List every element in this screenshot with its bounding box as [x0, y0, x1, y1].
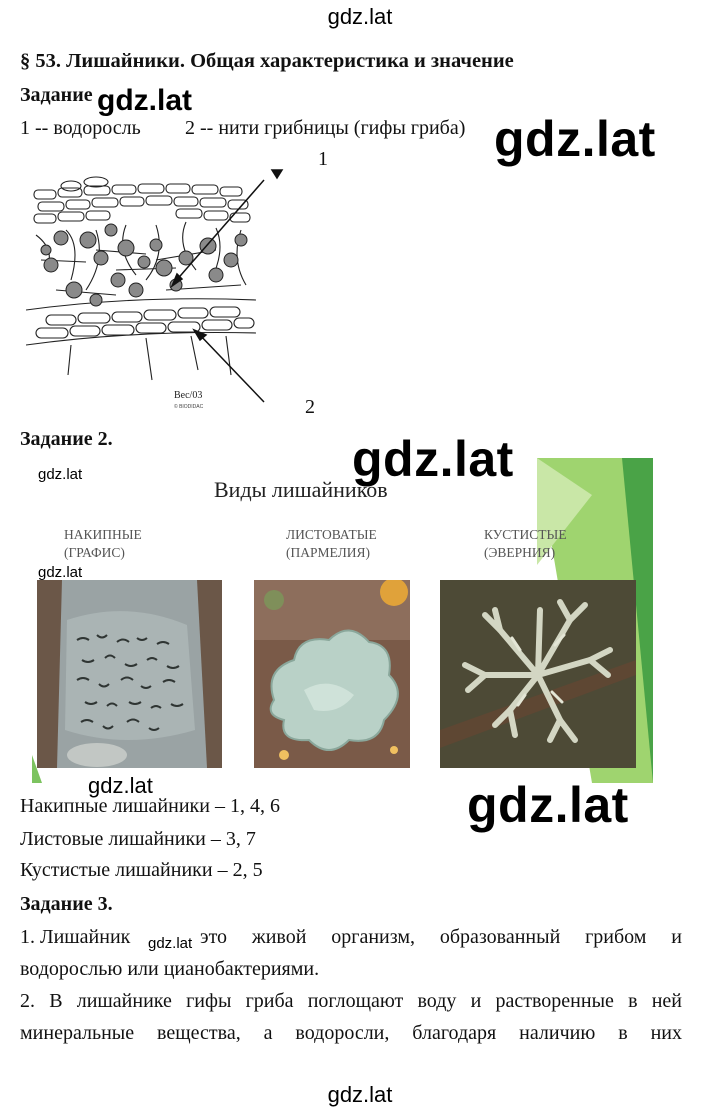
task3-title: Задание 3. [20, 893, 113, 915]
task2-title: Задание 2. [20, 428, 113, 450]
task3-p2-line1: 2. В лишайнике гифы гриба поглощают воду и растворенные в ней [20, 990, 682, 1012]
answer-crustose: Накипные лишайники – 1, 4, 6 [20, 795, 280, 817]
photo-foliose-lichen [254, 580, 410, 768]
task3-p1-start: 1. Лишайник [20, 926, 131, 948]
page-title: § 53. Лишайники. Общая характеристика и значение [20, 50, 514, 72]
task3-p1-line2: водорослью или цианобактериями. [20, 958, 320, 980]
svg-text:© BIODIDAC: © BIODIDAC [174, 404, 204, 410]
task3-p1-rest: это живой организм, образованный грибом и [200, 926, 682, 948]
watermark-near-task1: gdz.lat [97, 84, 192, 117]
diagram-signature: Bec/03 [174, 390, 203, 401]
photo-fruticose-lichen [440, 580, 636, 768]
watermark-big-right-1: gdz.lat [494, 111, 656, 167]
slide-title: Виды лишайников [214, 477, 388, 502]
photo-crustose-lichen [37, 580, 222, 768]
watermark-inline-small: gdz.lat [148, 935, 193, 952]
task3-p2-line2: минеральные вещества, а водоросли, благодаря наличию в них [20, 1022, 682, 1044]
legend-algae: 1 -- водоросль [20, 117, 141, 139]
lichen-cross-section-diagram [26, 150, 336, 420]
watermark-big-right-2: gdz.lat [467, 777, 629, 833]
diagram-label-1: 1 [318, 148, 328, 170]
watermark-big-center: gdz.lat [352, 431, 514, 487]
type-label-3: КУСТИСТЫЕ (ЭВЕРНИЯ) [484, 527, 567, 560]
legend-hyphae: 2 -- нити грибницы (гифы гриба) [185, 117, 466, 139]
type-label-2: ЛИСТОВАТЫЕ (ПАРМЕЛИЯ) [286, 527, 377, 560]
watermark-small-1: gdz.lat [38, 466, 83, 483]
type-label-1: НАКИПНЫЕ (ГРАФИС) [64, 527, 142, 560]
answer-foliose: Листовые лишайники – 3, 7 [20, 828, 256, 850]
watermark-top: gdz.lat [327, 4, 393, 29]
answer-fruticose: Кустистые лишайники – 2, 5 [20, 859, 263, 881]
watermark-mid-left: gdz.lat [88, 773, 153, 798]
lichen-types-slide [32, 455, 653, 783]
diagram-label-2: 2 [305, 396, 315, 418]
watermark-bottom: gdz.lat [327, 1082, 393, 1107]
watermark-small-2: gdz.lat [38, 564, 83, 581]
task1-title: Задание [20, 84, 93, 106]
